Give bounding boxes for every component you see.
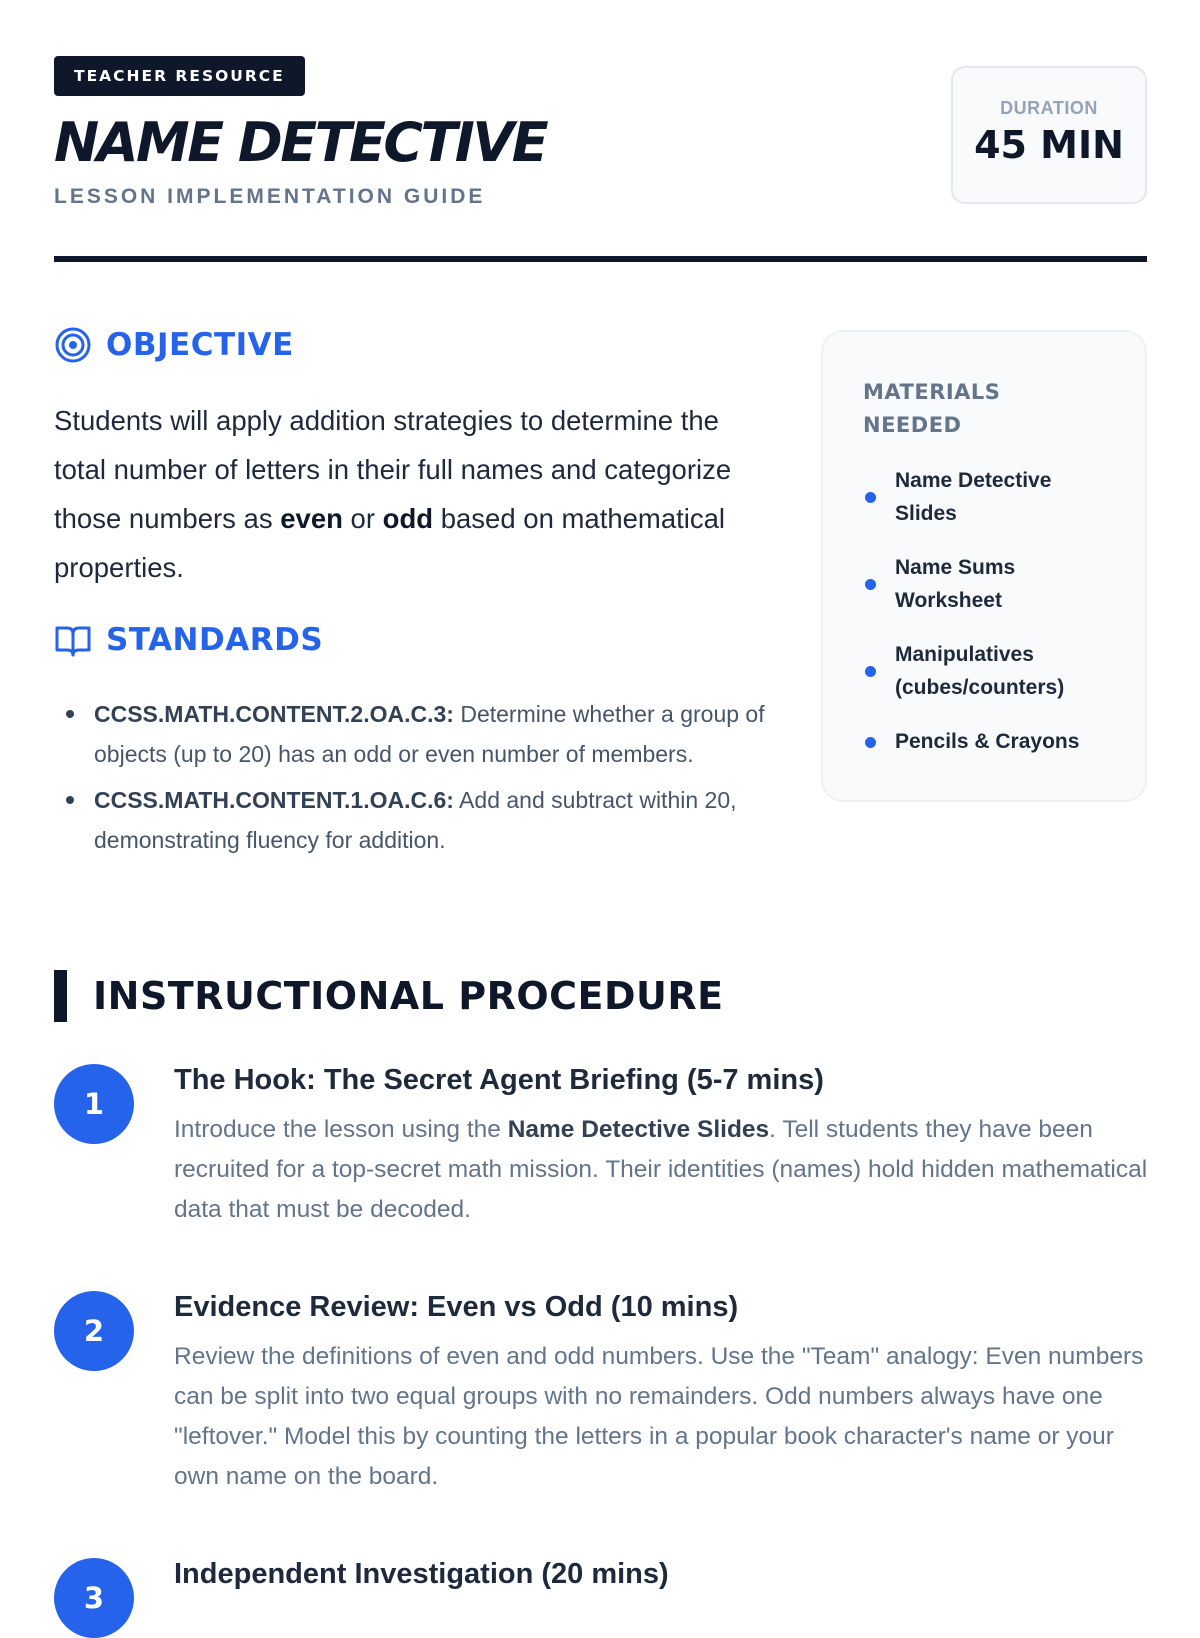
lesson-guide-page: [54, 0, 1148, 1615]
standard-code: CCSS.MATH.CONTENT.1.OA.C.6:: [94, 787, 454, 813]
material-item: Pencils & Crayons: [863, 725, 1105, 758]
standard-item: CCSS.MATH.CONTENT.2.OA.C.3: Determine whether a group of objects (up to 20) has an odd or even number of members.: [54, 694, 784, 774]
objective-text: Students will apply addition strategies to determine the total number of letters in their full names and categorize those numbers as even or odd based on mathematical properties.: [54, 405, 732, 583]
material-item: Manipulatives (cubes/counters): [863, 638, 1105, 704]
material-item: Name Detective Slides: [863, 464, 1105, 530]
step-title: Independent Investigation (20 mins): [174, 1558, 669, 1590]
step-description: Introduce the lesson using the Name Detective Slides. Tell students they have been recruited for a top-secret math mission. Their identities (names) hold hidden mathematical data that must be decoded.: [174, 1116, 1148, 1223]
objective-bold-odd: odd: [382, 503, 434, 534]
teacher-resource-tag: TEACHER RESOURCE: [54, 56, 305, 96]
step-number-badge: 2: [54, 1291, 134, 1371]
objective-bold-even: even: [280, 503, 343, 534]
step-title: Evidence Review: Even vs Odd (10 mins): [174, 1291, 739, 1323]
header-divider: [54, 256, 1147, 262]
procedure-heading-text: INSTRUCTIONAL PROCEDURE: [93, 974, 724, 1018]
objective-heading: [54, 325, 294, 365]
page-title: NAME DETECTIVE: [54, 111, 547, 174]
step-bold-text: Name Detective Slides: [507, 1116, 770, 1143]
target-icon: [54, 326, 92, 364]
step-description: Review the definitions of even and odd numbers. Use the "Team" analogy: Even numbers can be split into two equal groups with no remainders. Odd numbers always have one "leftover." Model this by counting the letters in a popular book character's name or your own name on the board.: [174, 1343, 1144, 1490]
standards-list: [54, 694, 784, 866]
standard-code: CCSS.MATH.CONTENT.2.OA.C.3:: [94, 701, 454, 727]
duration-value: 45 MIN: [974, 123, 1124, 167]
step-number-badge: 3: [54, 1558, 134, 1638]
materials-list: [863, 464, 1105, 758]
duration-label: DURATION: [1000, 98, 1098, 118]
standards-heading-text: STANDARDS: [106, 622, 324, 658]
procedure-accent-bar: [54, 970, 67, 1022]
materials-title: MATERIALS NEEDED: [863, 380, 1001, 437]
page-subtitle: LESSON IMPLEMENTATION GUIDE: [54, 185, 486, 208]
standard-item: CCSS.MATH.CONTENT.1.OA.C.6: Add and subtract within 20, demonstrating fluency for addition.: [54, 780, 784, 860]
step-title: The Hook: The Secret Agent Briefing (5-7 mins): [174, 1064, 824, 1096]
step-number-badge: 1: [54, 1064, 134, 1144]
duration-box: [951, 66, 1147, 204]
book-open-icon: [54, 621, 92, 659]
standards-heading: [54, 620, 323, 660]
objective-heading-text: OBJECTIVE: [106, 327, 294, 363]
materials-card: [821, 330, 1147, 802]
procedure-heading: [54, 970, 724, 1022]
material-item: Name Sums Worksheet: [863, 551, 1105, 617]
